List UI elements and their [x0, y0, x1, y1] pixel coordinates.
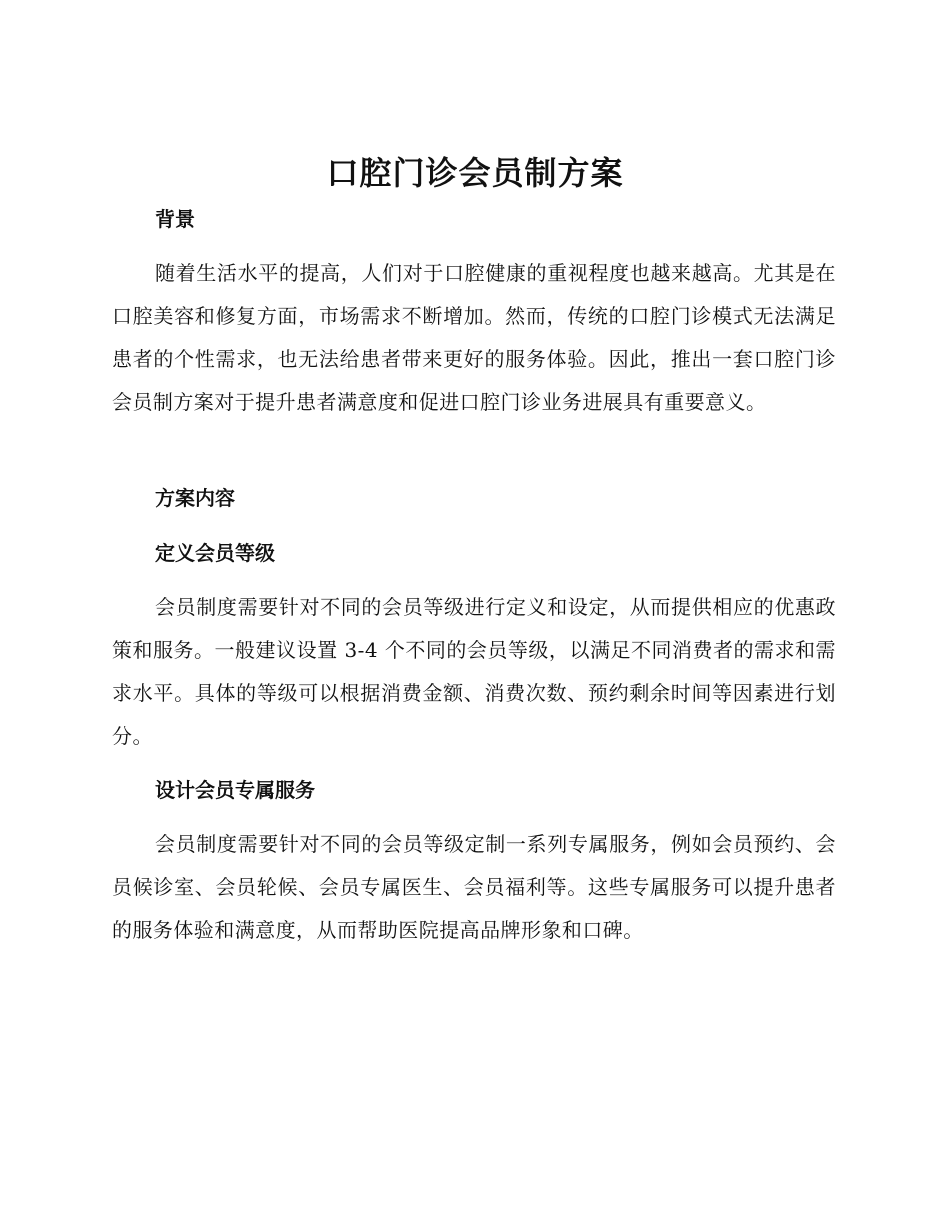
section-heading-member-levels: 定义会员等级: [155, 541, 275, 565]
section-paragraph-background: 随着生活水平的提高，人们对于口腔健康的重视程度也越来越高。尤其是在口腔美容和修复方面，市场需求不断增加。然而，传统的口腔门诊模式无法满足患者的个性需求，也无法给患者带来更好的服务体验。因此，推出一套口腔门诊会员制方案对于提升患者满意度和促进口腔门诊业务进展具有重要意义。: [112, 261, 836, 414]
section-paragraph-member-levels: 会员制度需要针对不同的会员等级进行定义和设定，从而提供相应的优惠政策和服务。一般建议设置 3-4 个不同的会员等级，以满足不同消费者的需求和需求水平。具体的等级可以根据消费金额、消费次数、预约剩余时间等因素进行划分。: [112, 595, 836, 748]
section-heading-plan-content: 方案内容: [155, 486, 235, 510]
document-title: 口腔门诊会员制方案: [326, 154, 624, 192]
section-paragraph-exclusive-services: 会员制度需要针对不同的会员等级定制一系列专属服务，例如会员预约、会员候诊室、会员轮候、会员专属医生、会员福利等。这些专属服务可以提升患者的服务体验和满意度，从而帮助医院提高品牌形象和口碑。: [112, 832, 836, 942]
section-heading-background: 背景: [155, 207, 195, 231]
section-heading-exclusive-services: 设计会员专属服务: [155, 778, 315, 802]
